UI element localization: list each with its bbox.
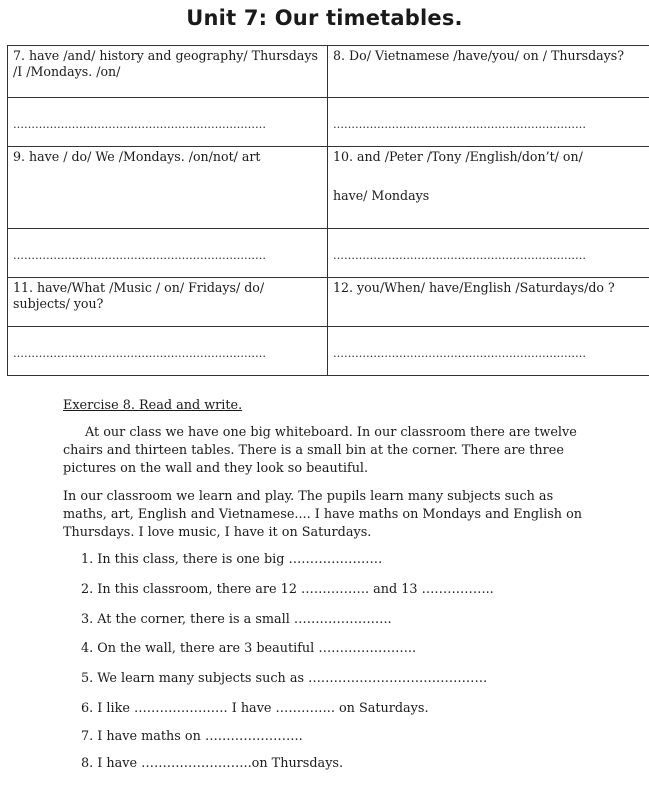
question-9: 9. have / do/ We /Mondays. /on/not/ art	[8, 147, 328, 229]
page-title: Unit 7: Our timetables.	[186, 6, 463, 30]
sentence-table	[7, 45, 649, 376]
answer-line-7[interactable]	[8, 98, 328, 147]
question-10	[328, 147, 649, 229]
exercise-title: Exercise 8. Read and write.	[63, 398, 243, 413]
reading-paragraph-1: At our class we have one big whiteboard. In our classroom there are twelve chairs and thirteen tables. There is a small bin at the corner. There are three pictures on the wall and they look so beautiful.	[63, 425, 577, 476]
question-10-line2: have/ Mondays	[333, 188, 430, 203]
list-item[interactable]: 2. In this classroom, there are 12 ……………. and 13 ……………..	[81, 582, 494, 597]
answer-dots: ……………………………………………………………	[13, 249, 266, 262]
list-item[interactable]: 5. We learn many subjects such as ……………………………………	[81, 671, 488, 686]
question-8: 8. Do/ Vietnamese /have/you/ on / Thursdays?	[328, 46, 649, 98]
list-item[interactable]: 6. I like …………………. I have ………….. on Saturdays.	[81, 701, 429, 716]
answer-line-10[interactable]	[328, 229, 649, 278]
table-row	[8, 229, 649, 278]
list-item[interactable]: 4. On the wall, there are 3 beautiful …………………..	[81, 641, 417, 656]
answer-dots: ……………………………………………………………	[13, 347, 266, 360]
list-item[interactable]: 3. At the corner, there is a small …………………..	[81, 612, 392, 627]
list-item[interactable]: 1. In this class, there is one big ………………….	[81, 552, 383, 567]
answer-dots: ……………………………………………………………	[13, 118, 266, 131]
answer-line-9[interactable]	[8, 229, 328, 278]
table-row	[8, 98, 649, 147]
table-row	[8, 46, 649, 98]
question-11: 11. have/What /Music / on/ Fridays/ do/ subjects/ you?	[8, 278, 328, 327]
list-item[interactable]: 7. I have maths on …………………..	[81, 729, 303, 744]
reading-paragraph-2: In our classroom we learn and play. The pupils learn many subjects such as maths, art, English and Vietnamese.... I have maths on Mondays and English on Thursdays. I love music, I have it on Saturdays.	[63, 489, 583, 540]
table-row	[8, 278, 649, 327]
question-12: 12. you/When/ have/English /Saturdays/do ?	[328, 278, 649, 327]
question-7: 7. have /and/ history and geography/ Thursdays /I /Mondays. /on/	[8, 46, 328, 98]
answer-dots: ……………………………………………………………	[333, 118, 586, 131]
question-10-line1: 10. and /Peter /Tony /English/don’t/ on/	[333, 149, 583, 164]
list-item[interactable]: 8. I have ……………………..on Thursdays.	[81, 756, 344, 771]
table-row	[8, 327, 649, 376]
answer-line-8[interactable]	[328, 98, 649, 147]
table-row	[8, 147, 649, 229]
answer-line-11[interactable]	[8, 327, 328, 376]
answer-line-12[interactable]	[328, 327, 649, 376]
answer-dots: ……………………………………………………………	[333, 347, 586, 360]
answer-dots: ……………………………………………………………	[333, 249, 586, 262]
